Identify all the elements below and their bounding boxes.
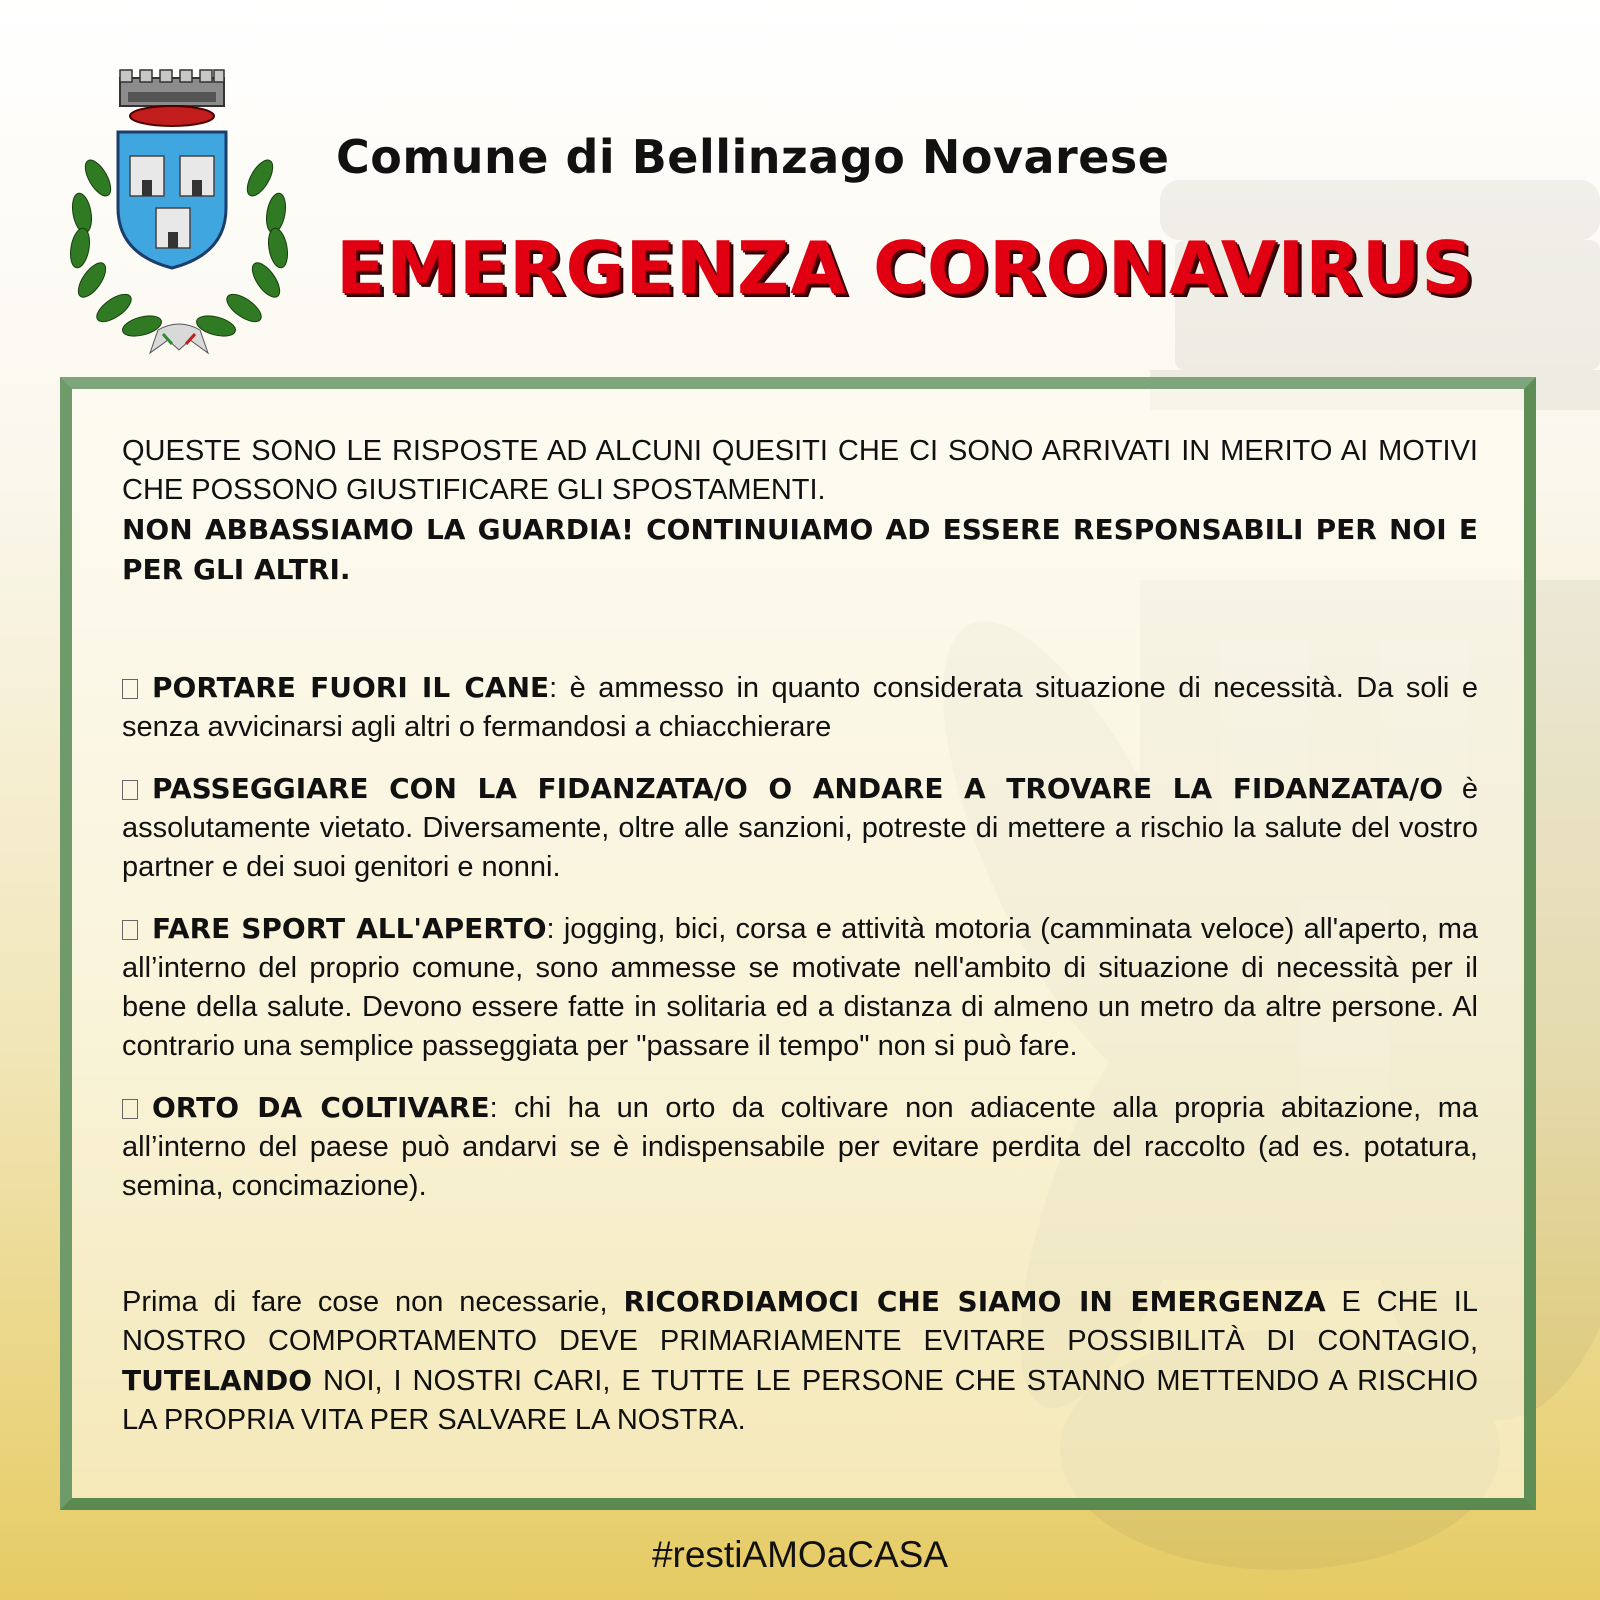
rule-item — [122, 769, 1478, 887]
closing-paragraph — [122, 1282, 1478, 1440]
coat-of-arms-icon — [68, 68, 290, 358]
notice-body — [122, 432, 1478, 1440]
rule-heading: ORTO DA COLTIVARE — [152, 1091, 490, 1124]
intro-text: QUESTE SONO LE RISPOSTE AD ALCUNI QUESITI CHE CI SONO ARRIVATI IN MERITO AI MOTIVI CHE POSSONO GIUSTIFICARE GLI SPOSTAMENTI. — [122, 435, 1478, 506]
closing-text-2: E CHE IL NOSTRO COMPORTAMENTO DEVE PRIMARIAMENTE EVITARE POSSIBILITÀ DI CONTAGIO, — [122, 1286, 1478, 1357]
rule-heading: FARE SPORT ALL'APERTO — [152, 912, 547, 945]
rule-text: : jogging, bici, corsa e attività motoria (camminata veloce) all'aperto, ma all’interno del proprio comune, sono ammesse se motivate nell'ambito di situazione di necessità per il bene della salute. Devono essere fatte in solitaria ed a distanza di almeno un metro da altre persone. Al contrario una semplice passeggiata per "passare il tempo" non si può fare. — [122, 913, 1479, 1062]
closing-text-1: Prima di fare cose non necessarie, — [122, 1286, 624, 1318]
closing-emphasis-1: RICORDIAMOCI CHE SIAMO IN EMERGENZA — [623, 1285, 1326, 1318]
rule-text: è assolutamente vietato. Diversamente, oltre alle sanzioni, potreste di mettere a rischio la salute del vostro partner e dei suoi genitori e nonni. — [122, 773, 1479, 883]
closing-emphasis-2: TUTELANDO — [122, 1364, 313, 1397]
intro-warning: NON ABBASSIAMO LA GUARDIA! CONTINUIAMO AD ESSERE RESPONSABILI PER NOI E PER GLI ALTRI. — [122, 513, 1478, 586]
rule-heading: PASSEGGIARE CON LA FIDANZATA/O O ANDARE A TROVARE LA FIDANZATA/O — [152, 772, 1444, 805]
checkbox-bullet-icon — [122, 679, 138, 699]
rule-text: : è ammesso in quanto considerata situazione di necessità. Da soli e senza avvicinarsi agli altri o fermandosi a chiacchierare — [122, 672, 1478, 743]
checkbox-bullet-icon — [122, 1099, 138, 1119]
rule-item — [122, 909, 1478, 1066]
municipality-name: Comune di Bellinzago Novarese — [336, 130, 1170, 184]
intro-paragraph — [122, 432, 1478, 590]
rule-item — [122, 1088, 1478, 1206]
emergency-title: EMERGENZA CORONAVIRUS — [336, 226, 1475, 310]
checkbox-bullet-icon — [122, 920, 138, 940]
checkbox-bullet-icon — [122, 780, 138, 800]
hashtag: #restiAMOaCASA — [651, 1534, 949, 1575]
closing-text-3: NOI, I NOSTRI CARI, E TUTTE LE PERSONE CHE STANNO METTENDO A RISCHIO LA PROPRIA VITA PER SALVARE LA NOSTRA. — [122, 1365, 1478, 1436]
rule-item — [122, 668, 1478, 747]
rule-heading: PORTARE FUORI IL CANE — [152, 671, 550, 704]
rule-text: : chi ha un orto da coltivare non adiacente alla propria abitazione, ma all’interno del paese può andarvi se è indispensabile per evitare perdita del raccolto (ad es. potatura, semina, concimazione). — [122, 1092, 1478, 1202]
